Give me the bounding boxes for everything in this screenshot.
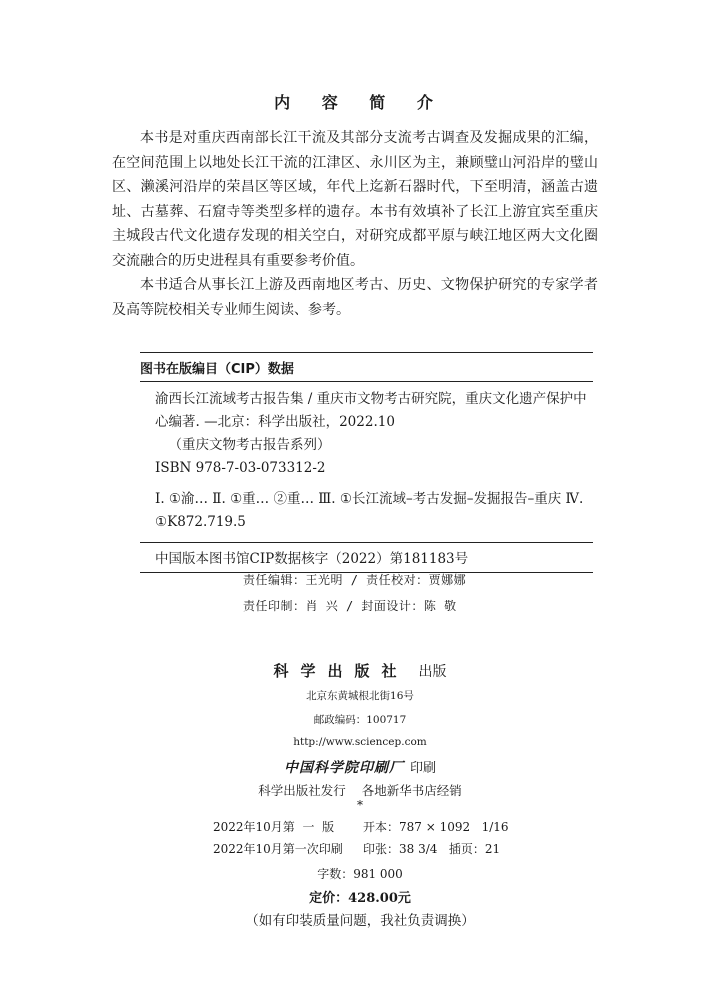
printer-line — [0, 757, 720, 777]
printing-row — [213, 840, 500, 857]
printer-name: 中国科学院印刷厂 — [283, 760, 404, 776]
cip-classification: Ⅰ. ①渝… Ⅱ. ①重… ②重… Ⅲ. ①长江流域–考古发掘–发掘报告–重庆 Ⅳ. ①K872.719.5 — [155, 491, 584, 530]
cip-heading-rule — [140, 381, 593, 382]
intro-paragraph-2: 本书适合从事长江上游及西南地区考古、历史、文物保护研究的专家学者及高等院校相关专业师生阅读、参考。 — [112, 277, 598, 318]
staff-line-2: 责任印制：肖 兴 / 封面设计：陈 敬 — [243, 599, 457, 613]
cip-title-line: 渝西长江流域考古报告集 / 重庆市文物考古研究院，重庆文化遗产保护中心编著. —北京：科学出版社，2022.10 — [155, 391, 587, 430]
separator-star: * — [357, 798, 363, 812]
cip-block — [140, 352, 593, 573]
sheets-text: 印张：38 3/4 插页：21 — [363, 842, 501, 856]
distribution-line: 科学出版社发行 各地新华书店经销 — [258, 783, 462, 798]
publisher-line — [0, 660, 720, 681]
price: 定价：428.00元 — [309, 891, 411, 906]
publisher-url: http://www.sciencep.com — [293, 736, 427, 748]
format-text: 开本：787 × 1092 1/16 — [363, 820, 509, 834]
printing-text: 2022年10月第一次印刷 — [213, 842, 343, 856]
cip-top-rule — [140, 352, 593, 353]
cip-heading: 图书在版编目（CIP）数据 — [140, 362, 294, 377]
intro-paragraph-1: 本书是对重庆西南部长江干流及其部分支流考古调查及发掘成果的汇编，在空间范围上以地处长江干流的江津区、永川区为主，兼顾璧山河沿岸的璧山区、濑溪河沿岸的荣昌区等区域，年代上迄新石器时代，下至明清，涵盖古遗址、古墓葬、石窟寺等类型多样的遗存。本书有效填补了长江上游宜宾至重庆主城段古代文化遗存发现的相关空白，对研究成都平原与峡江地区两大文化圈交流融合的历史进程具有重要参考价值。 — [112, 130, 598, 269]
publisher-address: 北京东黄城根北街16号 — [306, 690, 414, 702]
cip-series: （重庆文物考古报告系列） — [168, 437, 331, 453]
cip-body — [140, 388, 593, 534]
cip-record-number: 中国版本图书馆CIP数据核字（2022）第181183号 — [155, 551, 469, 567]
edition-text: 2022年10月第 一 版 — [213, 820, 335, 834]
cip-isbn: ISBN 978-7-03-073312-2 — [155, 460, 326, 476]
edition-row — [213, 818, 509, 835]
word-count: 字数：981 000 — [317, 867, 403, 881]
intro-title: 内 容 简 介 — [274, 93, 446, 112]
quality-notice: （如有印装质量问题，我社负责调换） — [245, 913, 475, 929]
intro-text — [112, 126, 598, 322]
publisher-suffix: 出版 — [418, 664, 447, 680]
publisher-postcode: 邮政编码：100717 — [313, 714, 407, 726]
publisher-name: 科学出版社 — [273, 662, 409, 680]
printer-suffix: 印刷 — [409, 761, 436, 776]
staff-line-1: 责任编辑：王光明 / 责任校对：贾娜娜 — [243, 573, 467, 587]
